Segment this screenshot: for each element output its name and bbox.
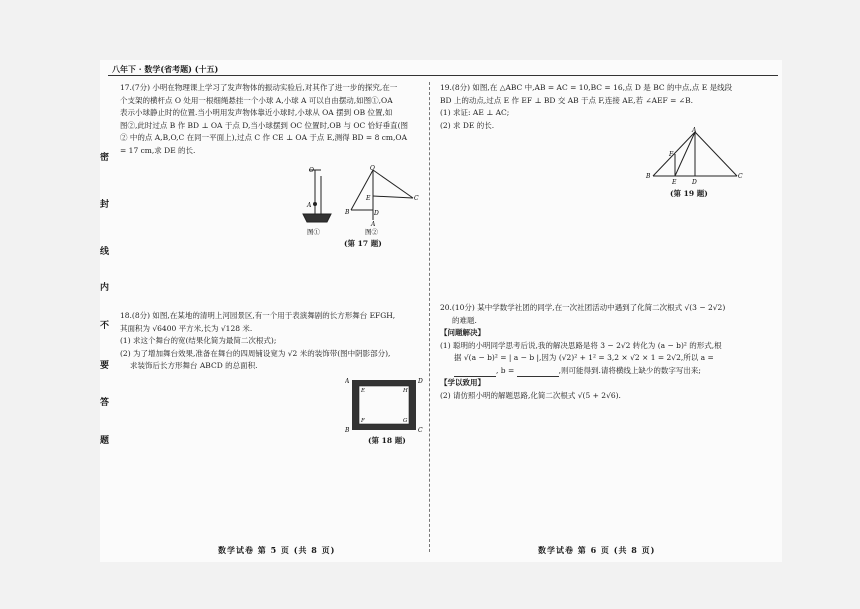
fig17-label-e: E	[366, 195, 371, 202]
fig19-label-f: F	[669, 151, 674, 158]
fig18-label-b: B	[345, 427, 350, 434]
seal-char: 题	[100, 436, 110, 446]
q18-line: (1) 求这个舞台的宽(结果化简为最简二次根式);	[120, 336, 277, 345]
q19-line: 19.(8分) 如图,在 △ABC 中,AB = AC = 10,BC = 16,点 D 是 BC 的中点,点 E 是线段	[440, 83, 733, 92]
seal-char: 要	[100, 361, 110, 371]
footer-page-5: 数学试卷 第 5 页 (共 8 页)	[218, 545, 336, 555]
q18-line: 18.(8分) 如图,在某地的清明上河园景区,有一个用于表演舞剧的长方形舞台 EFGH,	[120, 311, 396, 320]
footer-page-6: 数学试卷 第 6 页 (共 8 页)	[538, 545, 656, 555]
question-19	[440, 82, 780, 132]
figure-17	[295, 162, 425, 242]
q20-section-problem: 【问题解决】	[440, 328, 485, 337]
fig18-label-h: H	[403, 388, 408, 394]
q20-line: 的难题.	[452, 315, 477, 325]
q17-line: 图②,此时过点 B 作 BD ⊥ OA 于点 D,当小球摆到 OC 位置时,OB 与 OC 恰好垂直(图	[120, 120, 409, 130]
q20-part2-line: (2) 请仿照小明的解题思路,化简二次根式 √(5 + 2√6).	[440, 390, 621, 400]
figure-17-2	[351, 170, 413, 220]
fig18-label-g: G	[403, 418, 408, 424]
seal-char: 密	[100, 153, 110, 163]
fig18-label-f: F	[361, 418, 365, 424]
figure-17-1	[303, 170, 331, 222]
q19-line: (2) 求 DE 的长.	[440, 120, 495, 130]
fig17-caption-2: 图②	[365, 228, 378, 236]
q19-line: BD 上的动点,过点 E 作 EF ⊥ BD 交 AB 于点 F,连接 AE,若 ∠AEF = ∠B.	[440, 95, 693, 105]
answer-blank-a[interactable]	[454, 368, 496, 377]
stage-inner-efgh	[359, 386, 409, 424]
fig17-caption-1: 图①	[307, 228, 320, 236]
question-18	[120, 310, 420, 373]
pendulum-ball	[313, 202, 317, 206]
fig17-label-c: C	[414, 195, 419, 202]
q17-line: = 17 cm,求 DE 的长.	[120, 145, 196, 155]
seal-char: 封	[100, 200, 110, 210]
fig17-label-a1: A	[307, 202, 312, 209]
q19-line: (1) 求证: AE ⊥ AC;	[440, 108, 510, 117]
fig18-label-e: E	[361, 388, 366, 394]
q20-part1-line: 据 √(a − b)² = | a − b |,因为 (√2)² + 1² = 3,2 × √2 × 1 = 2√2,所以 a =	[454, 353, 714, 362]
page-divider	[429, 82, 430, 552]
q20-part1-line: (1) 聪明的小明同学思考后说,我的解决思路是将 3 − 2√2 转化为 (a − b)² 的形式,根	[440, 340, 722, 350]
q17-line: ② 中的点 A,B,O,C 在同一平面上),过点 C 作 CE ⊥ OA 于点 E,测得 BD = 8 cm,OA	[120, 133, 407, 142]
fig18-label-c: C	[418, 427, 423, 434]
q20-part1-mid: , b =	[496, 365, 515, 375]
seal-char: 不	[100, 321, 110, 331]
seal-char: 答	[100, 398, 110, 408]
page-header-label: 八年下 · 数学(省考题) (十五)	[112, 64, 219, 74]
fig17-label-d: D	[374, 210, 379, 217]
q17-caption: (第 17 题)	[344, 239, 382, 248]
fig17-label-o2: O	[370, 165, 375, 172]
q18-caption: (第 18 题)	[368, 436, 406, 445]
fig19-label-c: C	[738, 173, 743, 180]
fig19-label-a: A	[692, 127, 697, 134]
q17-line: 个支架的横杆点 O 处用一根细绳悬挂一个小球 A,小球 A 可以自由摆动,如图①,OA	[120, 95, 393, 105]
fig19-label-b: B	[646, 173, 651, 180]
fig19-label-e: E	[672, 179, 677, 186]
seal-char: 线	[100, 247, 110, 257]
q17-line: 17.(7分) 小明在物理课上学习了发声物体的振动实验后,对其作了进一步的探究,在一	[120, 83, 398, 92]
q20-part1-end: ,则可能得到.请将横线上缺少的数字写出来;	[558, 365, 701, 375]
q20-line: 20.(10分) 某中学数学社团的同学,在一次社团活动中遇到了化简二次根式 √(3 − 2√2)	[440, 303, 726, 312]
q18-line: 其面积为 √6400 平方米,长为 √128 米.	[120, 323, 253, 333]
question-17	[120, 82, 420, 157]
q19-caption: (第 19 题)	[670, 189, 708, 198]
seal-char: 内	[100, 283, 110, 293]
fig17-label-o1: O	[309, 167, 314, 174]
q18-line: (2) 为了增加舞台效果,准备在舞台的四周铺设宽为 √2 米的装饰带(图中阴影部分),	[120, 348, 391, 358]
q20-part1-blanks	[440, 365, 780, 378]
triangle-abc	[653, 132, 737, 176]
q17-line: 表示小球静止时的位置.当小明用发声物体靠近小球时,小球从 OA 摆到 OB 位置,如	[120, 108, 393, 117]
q18-line: 求装饰后长方形舞台 ABCD 的总面积.	[130, 361, 258, 370]
answer-blank-b[interactable]	[517, 368, 559, 377]
figure-19	[645, 126, 745, 186]
question-20	[440, 302, 780, 402]
q20-section-apply: 【学以致用】	[440, 378, 485, 387]
fig17-label-a2: A	[371, 221, 376, 228]
fig18-label-a: A	[345, 378, 350, 385]
fig19-label-d: D	[692, 179, 697, 186]
fig17-label-b: B	[345, 209, 350, 216]
header-rule	[108, 75, 778, 76]
figure-18	[345, 374, 425, 434]
fig18-label-d: D	[418, 378, 423, 385]
